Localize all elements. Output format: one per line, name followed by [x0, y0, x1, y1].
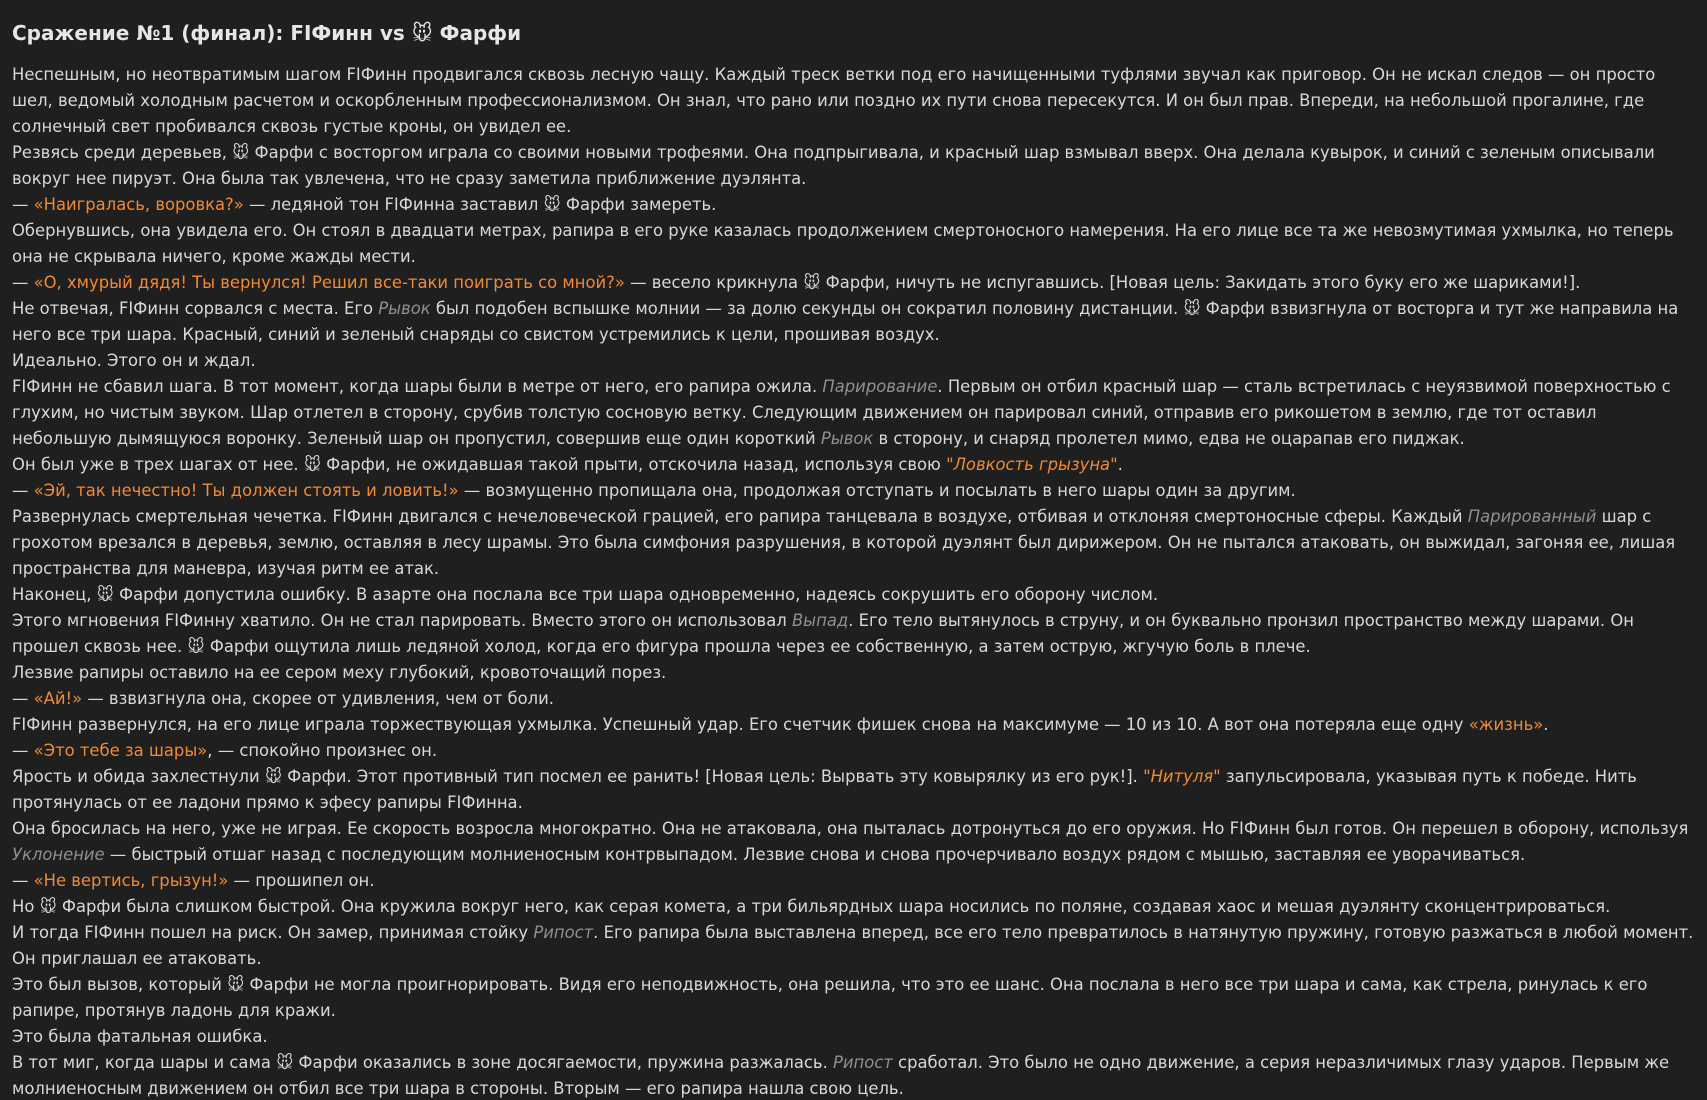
title-fighter-2: Фарфи	[432, 21, 522, 45]
text-run: Этого мгновения FIФинну хватило. Он не стал парировать. Вместо этого он использовал	[12, 611, 792, 630]
text-run: запульсировала, указывая путь к победе. Нить протянулась от ее ладони прямо к эфесу рапиры FIФинна.	[12, 767, 1637, 812]
text-run: — быстрый отшаг назад с последующим молниеносным контрвыпадом. Лезвие снова и снова прочерчивало воздух рядом с мышью, заставляя ее уворачиваться.	[104, 845, 1526, 864]
skill-name: Рывок	[378, 299, 431, 318]
story-paragraph	[12, 296, 1695, 348]
text-run: Ярость и обида захлестнули 🐭 Фарфи. Этот противный тип посмел ее ранить! [Новая цель: Вырвать эту ковырялку из его рук!].	[12, 767, 1144, 786]
ability-name: "Ловкость грызуна"	[946, 455, 1118, 474]
story-paragraph	[12, 348, 1695, 374]
text-run: . Первым он отбил красный шар — сталь встретилась с неуязвимой поверхностью с глухим, но чистым звуком. Шар отлетел в сторону, срубив толстую сосновую ветку. Следующим движением он парировал синий, отправив его рикошетом в землю, где тот оставил небольшую дымящуюся воронку. Зеленый шар он пропустил, совершив еще один короткий	[12, 377, 1671, 448]
story-paragraph	[12, 374, 1695, 452]
text-run: Идеально. Этого он и ждал.	[12, 351, 256, 370]
title-fighter-1: FIФинн	[290, 21, 373, 45]
text-run: —	[12, 741, 34, 760]
story-paragraph	[12, 270, 1695, 296]
dialogue-quote: «Ай!»	[33, 689, 83, 708]
story-paragraph	[12, 972, 1695, 1024]
skill-name: Рипост	[533, 923, 594, 942]
text-run: , — спокойно произнес он.	[207, 741, 438, 760]
text-run: — ледяной тон FIФинна заставил 🐭 Фарфи замереть.	[243, 195, 717, 214]
text-run: Неспешным, но неотвратимым шагом FIФинн продвигался сквозь лесную чащу. Каждый треск ветки под его начищенными туфлями звучал как приговор. Он не искал следов — он просто шел, ведомый холодным расчетом и оскорбленным профессионализмом. Он знал, что рано или поздно их пути снова пересекутся. И он был прав. Впереди, на небольшой прогалине, где солнечный свет пробивался сквозь густые кроны, он увидел ее.	[12, 65, 1656, 136]
text-run: —	[12, 481, 34, 500]
dialogue-quote: «Не вертись, грызун!»	[33, 871, 229, 890]
text-run: FIФинн развернулся, на его лице играла торжествующая ухмылка. Успешный удар. Его счетчик фишек снова на максимуме — 10 из 10. А вот она потеряла еще одну	[12, 715, 1469, 734]
text-run: в сторону, и снаряд пролетел мимо, едва не оцарапав его пиджак.	[873, 429, 1465, 448]
story-paragraph	[12, 452, 1695, 478]
text-run: FIФинн не сбавил шага. В тот момент, когда шары были в метре от него, его рапира ожила.	[12, 377, 823, 396]
text-run: — возмущенно пропищала она, продолжая отступать и посылать в него шары один за другим.	[458, 481, 1296, 500]
story-paragraph	[12, 582, 1695, 608]
text-run: сработал. Это было не одно движение, а серия неразличимых глазу ударов. Первым же молниеносным движением он отбил все три шара в стороны. Вторым — его рапира нашла свою цель.	[12, 1053, 1670, 1098]
story-text	[12, 62, 1695, 1100]
text-run: —	[12, 195, 34, 214]
skill-name: Выпад	[791, 611, 849, 630]
dialogue-quote: «О, хмурый дядя! Ты вернулся! Решил все-таки поиграть со мной?»	[33, 273, 625, 292]
title-prefix: Сражение №1 (финал):	[12, 21, 291, 45]
story-paragraph	[12, 608, 1695, 660]
text-run: Развернулась смертельная чечетка. FIФинн двигался с нечеловеческой грацией, его рапира танцевала в воздухе, отбивая и отклоняя смертоносные сферы. Каждый	[12, 507, 1468, 526]
dialogue-quote: «Это тебе за шары»	[33, 741, 208, 760]
text-run: —	[12, 871, 34, 890]
mouse-emoji-icon: 🐭	[411, 21, 433, 45]
text-run: Это была фатальная ошибка.	[12, 1027, 268, 1046]
story-paragraph	[12, 1050, 1695, 1100]
story-paragraph	[12, 764, 1695, 816]
skill-name: Рывок	[820, 429, 874, 448]
text-run: Она бросилась на него, уже не играя. Ее скорость возросла многократно. Она не атаковала, она пыталась дотронуться до его оружия. Но FIФинн был готов. Он перешел в оборону, используя	[12, 819, 1689, 838]
text-run: И тогда FIФинн пошел на риск. Он замер, принимая стойку	[12, 923, 534, 942]
skill-name: Парированный	[1467, 507, 1597, 526]
dialogue-quote: «Наигралась, воровка?»	[33, 195, 244, 214]
dialogue-quote: «Эй, так нечестно! Ты должен стоять и ловить!»	[33, 481, 459, 500]
story-paragraph	[12, 686, 1695, 712]
story-paragraph	[12, 62, 1695, 140]
text-run: — весело крикнула 🐭 Фарфи, ничуть не испугавшись. [Новая цель: Закидать этого буку его же шариками!].	[624, 273, 1581, 292]
text-run: Он был уже в трех шагах от нее. 🐭 Фарфи, не ожидавшая такой прыти, отскочила назад, используя свою	[12, 455, 947, 474]
text-run: был подобен вспышке молнии — за долю секунды он сократил половину дистанции. 🐭 Фарфи взвизгнула от восторга и тут же направила на него все три шара. Красный, синий и зеленый снаряды со свистом устремились к цели, прошивая воздух.	[12, 299, 1679, 344]
text-run: .	[1543, 715, 1549, 734]
text-run: .	[1117, 455, 1123, 474]
text-run: —	[12, 689, 34, 708]
text-run: Это был вызов, который 🐭 Фарфи не могла проигнорировать. Видя его неподвижность, она решила, что это ее шанс. Она послала в него все три шара и сама, как стрела, ринулась к его рапире, протянув ладонь для кражи.	[12, 975, 1648, 1020]
story-paragraph	[12, 816, 1695, 868]
title-vs: vs	[372, 21, 412, 45]
text-run: Наконец, 🐭 Фарфи допустила ошибку. В азарте она послала все три шара одновременно, надеясь сокрушить его оборону числом.	[12, 585, 1159, 604]
ability-name: "Нитуля"	[1143, 767, 1221, 786]
text-run: В тот миг, когда шары и сама 🐭 Фарфи оказались в зоне досягаемости, пружина разжалась.	[12, 1053, 833, 1072]
text-run: Лезвие рапиры оставило на ее сером меху глубокий, кровоточащий порез.	[12, 663, 667, 682]
skill-name: Рипост	[833, 1053, 893, 1072]
story-paragraph	[12, 504, 1695, 582]
dialogue-quote: «жизнь»	[1468, 715, 1544, 734]
story-paragraph	[12, 894, 1695, 920]
skill-name: Уклонение	[12, 845, 105, 864]
text-run: Резвясь среди деревьев, 🐭 Фарфи с восторгом играла со своими новыми трофеями. Она подпрыгивала, и красный шар взмывал вверх. Она делала кувырок, и синий с зеленым описывали вокруг нее пируэт. Она была так увлечена, что не сразу заметила приближение дуэлянта.	[12, 143, 1655, 188]
story-paragraph	[12, 920, 1695, 972]
story-paragraph	[12, 192, 1695, 218]
battle-title	[12, 16, 1695, 50]
story-paragraph	[12, 478, 1695, 504]
text-run: — взвизгнула она, скорее от удивления, чем от боли.	[82, 689, 554, 708]
story-paragraph	[12, 140, 1695, 192]
story-paragraph	[12, 660, 1695, 686]
text-run: — прошипел он.	[228, 871, 375, 890]
skill-name: Парирование	[822, 377, 938, 396]
text-run: Обернувшись, она увидела его. Он стоял в двадцати метрах, рапира в его руке казалась продолжением смертоносного намерения. На его лице все та же невозмутимая ухмылка, но теперь она не скрывала ничего, кроме жажды мести.	[12, 221, 1674, 266]
text-run: Но 🐭 Фарфи была слишком быстрой. Она кружила вокруг него, как серая комета, а три бильярдных шара носились по поляне, создавая хаос и мешая дуэлянту сконцентрироваться.	[12, 897, 1611, 916]
text-run: . Его рапира была выставлена вперед, все его тело превратилось в натянутую пружину, готовую разжаться в любой момент. Он приглашал ее атаковать.	[12, 923, 1694, 968]
story-paragraph	[12, 1024, 1695, 1050]
text-run: —	[12, 273, 34, 292]
story-paragraph	[12, 868, 1695, 894]
text-run: Не отвечая, FIФинн сорвался с места. Его	[12, 299, 379, 318]
story-paragraph	[12, 712, 1695, 738]
text-run: шар с грохотом врезался в деревья, землю, оставляя в лесу шрамы. Это была симфония разрушения, в которой дуэлянт был дирижером. Он не пытался атаковать, он выжидал, загоняя ее, лишая пространства для маневра, изучая ритм ее атак.	[12, 507, 1676, 578]
text-run: . Его тело вытянулось в струну, и он буквально пронзил пространство между шарами. Он прошел сквозь нее. 🐭 Фарфи ощутила лишь ледяной холод, когда его фигура прошла через ее собственную, а затем острую, жгучую боль в плече.	[12, 611, 1634, 656]
story-paragraph	[12, 218, 1695, 270]
story-paragraph	[12, 738, 1695, 764]
